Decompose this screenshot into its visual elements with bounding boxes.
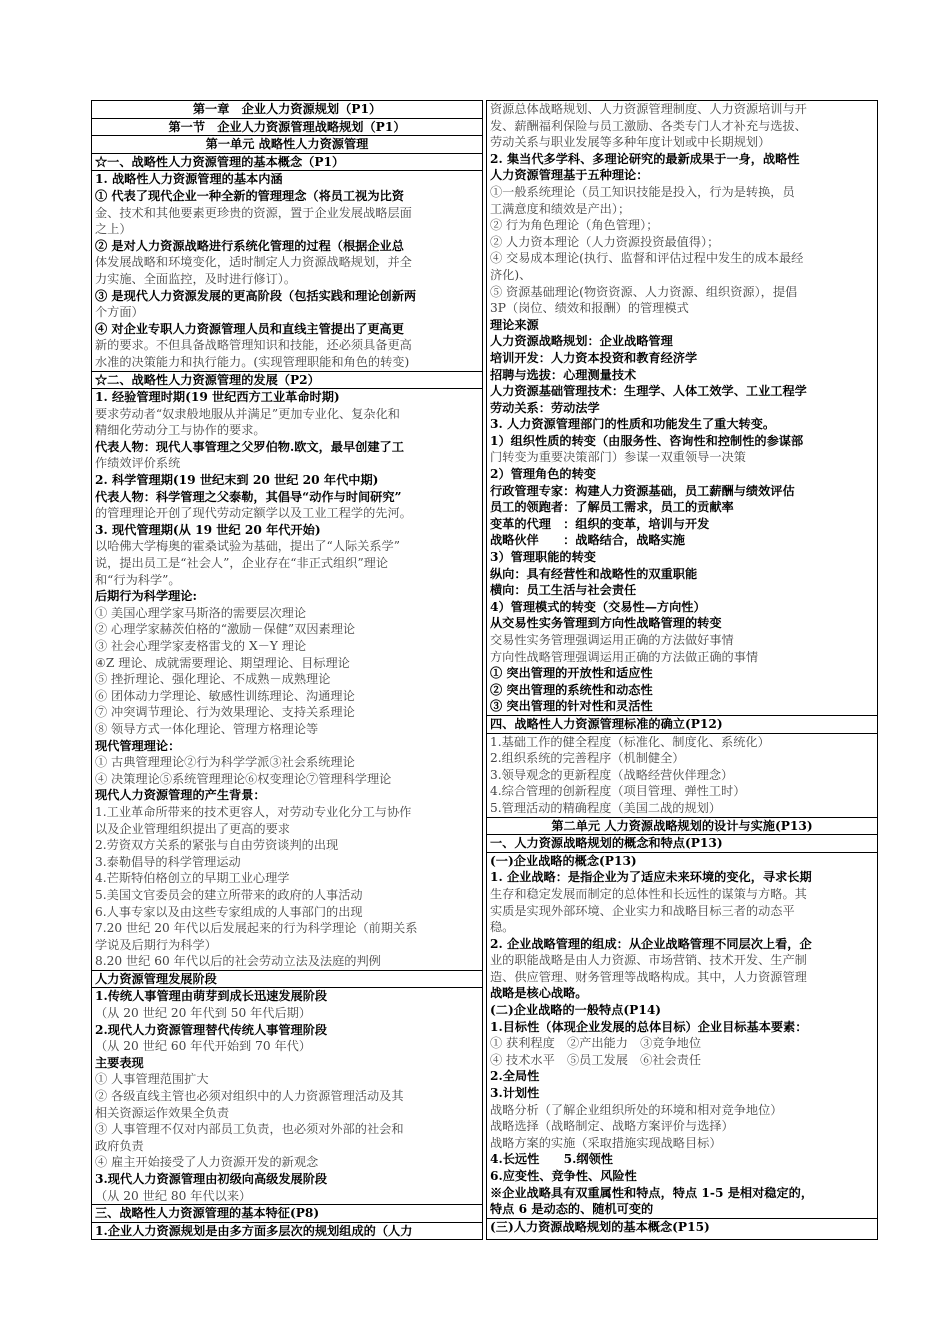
right-text-line: 4.综合管理的创新程度（项目管理、弹性工时） [490,784,746,799]
right-text-line: 1. 企业战略：是指企业为了适应未来环境的变化，寻求长期 [490,870,812,885]
left-text-line: 说，提出员工是“社会人”，企业存在“非正式组织”理论 [95,556,389,571]
left-text-line: 第一单元 战略性人力资源管理 [92,136,482,154]
document-page [91,100,878,1240]
right-text-line: 3.计划性 [490,1086,540,1101]
left-text-line: ④Z 理论、成就需要理论、期望理论、目标理论 [95,655,350,670]
left-text-line: 6.人事专家以及由这些专家组成的人事部门的出现 [95,904,363,919]
right-text-line: 培训开发：人力资本投资和教育经济学 [490,350,698,365]
left-text-line: 代表人物：现代人事管理之父罗伯物.欧文，最早创建了工 [95,439,404,454]
left-text-line: 学说及后期行为科学） [95,937,217,952]
right-text-line: 发、薪酬福利保险与员工激励、各类专门人才补充与选拔、 [490,118,807,133]
right-text-line: ① 突出管理的开放性和适应性 [490,666,653,681]
left-text-line: ③ 社会心理学家麦格雷戈的 X－Y 理论 [95,639,307,653]
left-text-line: 第一节 企业人力资源管理战略规划（P1） [92,119,482,137]
right-text-line: (二)企业战略的一般特点(P14) [490,1003,662,1018]
left-text-line: 个方面） [95,305,144,320]
left-text-line: 第一章 企业人力资源规划（P1） [92,101,482,119]
right-text-line: 纵向：具有经营性和战略性的双重职能 [490,566,698,581]
left-text-line: 的管理理论开创了现代劳动定额学以及工业工程学的先河。 [95,506,412,521]
right-text-line: 实质是实现外部环境、企业实力和战略目标三者的动态平 [490,903,795,918]
right-text-line: 战略是核心战略。 [490,986,588,1001]
right-text-line: ※企业战略具有双重属性和特点，特点 1-5 是相对稳定的， [490,1185,814,1200]
left-text-line: 要求劳动者“奴隶般地服从并满足”更加专业化、复杂化和 [95,406,400,421]
left-text-line: 体发展战略和环境变化，适时制定人力资源战略规划，并全 [95,255,412,270]
left-text-line: ① 美国心理学家马斯洛的需要层次理论 [95,605,307,620]
left-text-line: ② 各级直线主管也必须对组织中的人力资源管理活动及其 [95,1089,404,1104]
right-text-line: ② 人力资本理论（人力资源投资最值得）； [490,234,720,249]
right-text-line: 劳动关系与职业发展等多种年度计划或中长期规划） [490,135,771,150]
left-text-line: 代表人物：科学管理之父泰勒，其倡导“动作与时间研究” [95,489,402,504]
right-text-line: (三)人力资源战略规划的基本概念(P15) [490,1219,710,1234]
right-text-line: 业的职能战略是由人力资源、市场营销、技术开发、生产制 [490,953,807,968]
right-text-line: 2. 集当代多学科、多理论研究的最新成果于一身，战略性 [490,151,800,166]
left-text-line: 3.现代人力资源管理由初级向高级发展阶段 [95,1172,328,1186]
right-text-line: (一)企业战略的概念(P13) [490,853,637,868]
left-text-line: 8.20 世纪 60 年代以后的社会劳动立法及法庭的判例 [92,953,482,971]
right-text-line: 人力资源管理基于五种理论： [490,168,649,183]
left-column [91,100,483,1240]
right-text-line: ② 行为角色理论（角色管理）； [490,218,659,233]
right-text-line: 战略选择（战略制定、战略方案评价与选择） [490,1119,734,1134]
left-text-line: ① 代表了现代企业一种全新的管理理念（将员工视为比资 [95,188,404,203]
left-text-line: 人力资源管理发展阶段 [92,971,482,989]
right-text-line: 交易性实务管理强调运用正确的方法做好事情 [490,633,734,647]
right-text-line: ④ 技术水平 ⑤员工发展 ⑥社会责任 [490,1052,702,1067]
right-column [486,100,878,1240]
right-text-line: 员工的领跑者：了解员工需求，员工的贡献率 [490,500,734,515]
right-text-line: ③ 突出管理的针对性和灵活性 [487,698,877,716]
right-text-line: 工满意度和绩效是产出）； [490,201,631,216]
right-text-line: 造、供应管理、财务管理等战略构成。其中，人力资源管理 [490,969,807,984]
left-text-line: ⑧ 领导方式一体化理论、管理方格理论等 [95,721,319,736]
left-text-line: 力实施、全面监控，及时进行修订）。 [95,271,297,286]
right-text-line: 1.基础工作的健全程度（标准化、制度化、系统化） [490,734,770,749]
left-text-line: 金、技术和其他要素更珍贵的资源，置于企业发展战略层面 [95,205,412,220]
right-text-line: 劳动关系：劳动法学 [490,400,600,415]
left-text-line: （从 20 世纪 80 年代以来） [92,1188,482,1206]
left-text-line: 新的要求。不但具备战略管理知识和技能，还必须具备更高 [95,338,412,353]
right-text-line: 3. 人力资源管理部门的性质和功能发生了重大转变。 [490,417,776,432]
left-text-line: ② 心理学家赫茨伯格的“激励－保健”双因素理论 [95,622,356,637]
left-text-line: （从 20 世纪 20 年代到 50 年代后期） [95,1006,312,1021]
left-text-line: 4.芒斯特伯格创立的早期工业心理学 [95,871,290,886]
right-text-line: 行政管理专家：构建人力资源基础，员工薪酬与绩效评估 [490,483,795,498]
right-text-line: 稳。 [490,920,515,935]
right-text-line: 第二单元 人力资源战略规划的设计与实施(P13) [487,818,877,836]
left-text-line: （从 20 世纪 60 年代开始到 70 年代） [95,1039,312,1054]
right-text-line: 人力资源基础管理技术：生理学、人体工效学、工业工程学 [490,384,807,399]
right-text-line: 5.管理活动的精确程度（美国二战的规划） [487,800,877,818]
left-text-line: 现代人力资源管理的产生背景： [95,788,266,803]
right-text-line: 战略方案的实施（采取措施实现战略目标） [490,1135,722,1150]
left-text-line: ⑥ 团体动力学理论、敏感性训练理论、沟通理论 [95,688,355,703]
right-text-line: 2.组织系统的完善程序（机制健全） [490,751,685,766]
right-text-line: 人力资源战略规划：企业战略管理 [490,334,673,349]
left-text-line: ④ 决策理论⑤系统管理理论⑥权变理论⑦管理科学理论 [95,771,392,786]
right-text-line: 3）管理职能的转变 [490,550,596,565]
right-text-line: ⑤ 资源基础理论(物资资源、人力资源、组织资源），提倡 [490,284,798,299]
right-text-line: 1）组织性质的转变（由服务性、咨询性和控制性的参谋部 [490,433,804,448]
right-text-line: 6.应变性、竞争性、风险性 [490,1169,637,1183]
left-text-line: 后期行为科学理论: [95,589,197,604]
left-text-line: 主要表现 [95,1055,144,1070]
right-text-line: 1.目标性（体现企业发展的总体目标）企业目标基本要素： [490,1019,808,1034]
right-text-line: 2. 企业战略管理的组成：从企业战略管理不同层次上看，企 [490,936,812,951]
left-text-line: 现代管理理论： [95,738,181,753]
right-text-line: 2）管理角色的转变 [490,467,596,482]
left-text-line: 以哈佛大学梅奥的霍桑试验为基础，提出了“人际关系学” [95,539,400,554]
left-text-line: 1. 战略性人力资源管理的基本内涵 [95,172,283,187]
right-text-line: 资源总体战略规划、人力资源管理制度、人力资源培训与开 [490,102,807,116]
left-text-line: 2.劳资双方关系的紧张与自由劳资谈判的出现 [95,838,339,853]
left-text-line: ① 人事管理范围扩大 [95,1072,209,1087]
left-text-line: 水准的决策能力和执行能力。(实现管理职能和角色的转变) [92,354,482,372]
left-text-line: ⑦ 冲突调节理论、行为效果理论、支持关系理论 [95,705,355,720]
left-text-line: 3.泰勒倡导的科学管理运动 [95,854,241,869]
left-text-line: ④ 雇主开始接受了人力资源开发的新观念 [95,1155,319,1170]
left-text-line: ③ 是现代人力资源发展的更高阶段（包括实践和理论创新两 [95,288,417,303]
right-text-line: 济化)、 [490,267,532,282]
left-text-line: 三、战略性人力资源管理的基本特征(P8) [92,1205,482,1223]
left-text-line: 2.现代人力资源管理替代传统人事管理阶段 [95,1022,328,1037]
left-text-line: 1.工业革命所带来的技术更容人，对劳动专业化分工与协作 [95,804,412,819]
left-text-line: 以及企业管理组织提出了更高的要求 [95,821,290,836]
left-text-line: 作绩效评价系统 [95,456,181,471]
right-text-line: ① 获利程度 ②产出能力 ③竞争地位 [490,1036,702,1051]
right-text-line: 门转变为重要决策部门）参谋一双重领导一决策 [490,450,746,465]
left-text-line: 2. 科学管理期(19 世纪末到 20 世纪 20 年代中期) [95,473,379,488]
left-text-line: 1.传统人事管理由萌芽到成长迅速发展阶段 [95,989,328,1004]
left-text-line: 1. 经验管理时期(19 世纪西方工业革命时期) [95,390,340,405]
right-text-line: 从交易性实务管理到方向性战略管理的转变 [490,616,722,631]
right-text-line: 4.长远性 5.纲领性 [490,1152,613,1167]
left-text-line: 1.企业人力资源规划是由多方面多层次的规划组成的（人力 [95,1223,413,1238]
right-text-line: 理论来源 [490,317,539,332]
left-text-line: 和“行为科学”。 [95,572,181,587]
left-text-line: 政府负责 [95,1138,144,1153]
right-text-line: 战略伙伴 ：战略结合，战略实施 [490,533,685,548]
left-text-line: ① 古典管理理论②行为科学学派③社会系统理论 [95,755,355,770]
left-text-line: ④ 对企业专职人力资源管理人员和直线主管提出了更高更 [95,321,404,336]
left-text-line: 5.美国文官委员会的建立所带来的政府的人事活动 [95,887,363,902]
right-text-line: 生存和稳定发展而制定的总体性和长远性的谋策与方略。其 [490,886,807,901]
left-text-line: 精细化劳动分工与协作的要求。 [95,423,266,438]
right-text-line: 战略分析（了解企业组织所处的环境和相对竞争地位） [490,1102,783,1117]
right-text-line: 3P（岗位、绩效和报酬）的管理模式 [490,301,689,316]
left-text-line: 7.20 世纪 20 年代以后发展起来的行为科学理论（前期关系 [95,921,418,936]
left-text-line: 3. 现代管理期(从 19 世纪 20 年代开始) [95,522,321,537]
left-text-line: ⑤ 挫折理论、强化理论、不成熟－成熟理论 [95,672,331,687]
left-text-line: ☆二、战略性人力资源管理的发展（P2） [92,372,482,390]
right-text-line: 四、战略性人力资源管理标准的确立(P12) [487,716,877,734]
right-text-line: 一、人力资源战略规划的概念和特点(P13) [487,835,877,853]
right-text-line: 变革的代理 ：组织的变革，培训与开发 [490,516,710,531]
left-text-line: ② 是对人力资源战略进行系统化管理的过程（根据企业总 [95,238,404,253]
right-text-line: 特点 6 是动态的、随机可变的 [487,1201,877,1219]
left-text-line: 之上） [95,222,132,237]
right-text-line: ② 突出管理的系统性和动态性 [490,682,653,697]
right-text-line: 方向性战略管理强调运用正确的方法做正确的事情 [490,649,759,664]
right-text-line: 横向：员工生活与社会责任 [490,583,637,598]
left-text-line: 相关资源运作效果全负责 [95,1105,230,1120]
left-text-line: ③ 人事管理不仅对内部员工负责，也必须对外部的社会和 [95,1122,404,1137]
right-text-line: ④ 交易成本理论(执行、监督和评估过程中发生的成本最经 [490,251,804,266]
right-text-line: 4）管理模式的转变（交易性—方向性） [490,599,706,614]
right-text-line: 2.全局性 [490,1069,540,1084]
right-text-line: 招聘与选拔：心理测量技术 [490,367,637,382]
right-text-line: 3.领导观念的更新程度（战略经营伙伴理念） [490,767,734,782]
left-text-line: ☆一、战略性人力资源管理的基本概念（P1） [92,154,482,172]
right-text-line: ①一般系统理论（员工知识技能是投入，行为是转换，员 [490,184,795,199]
